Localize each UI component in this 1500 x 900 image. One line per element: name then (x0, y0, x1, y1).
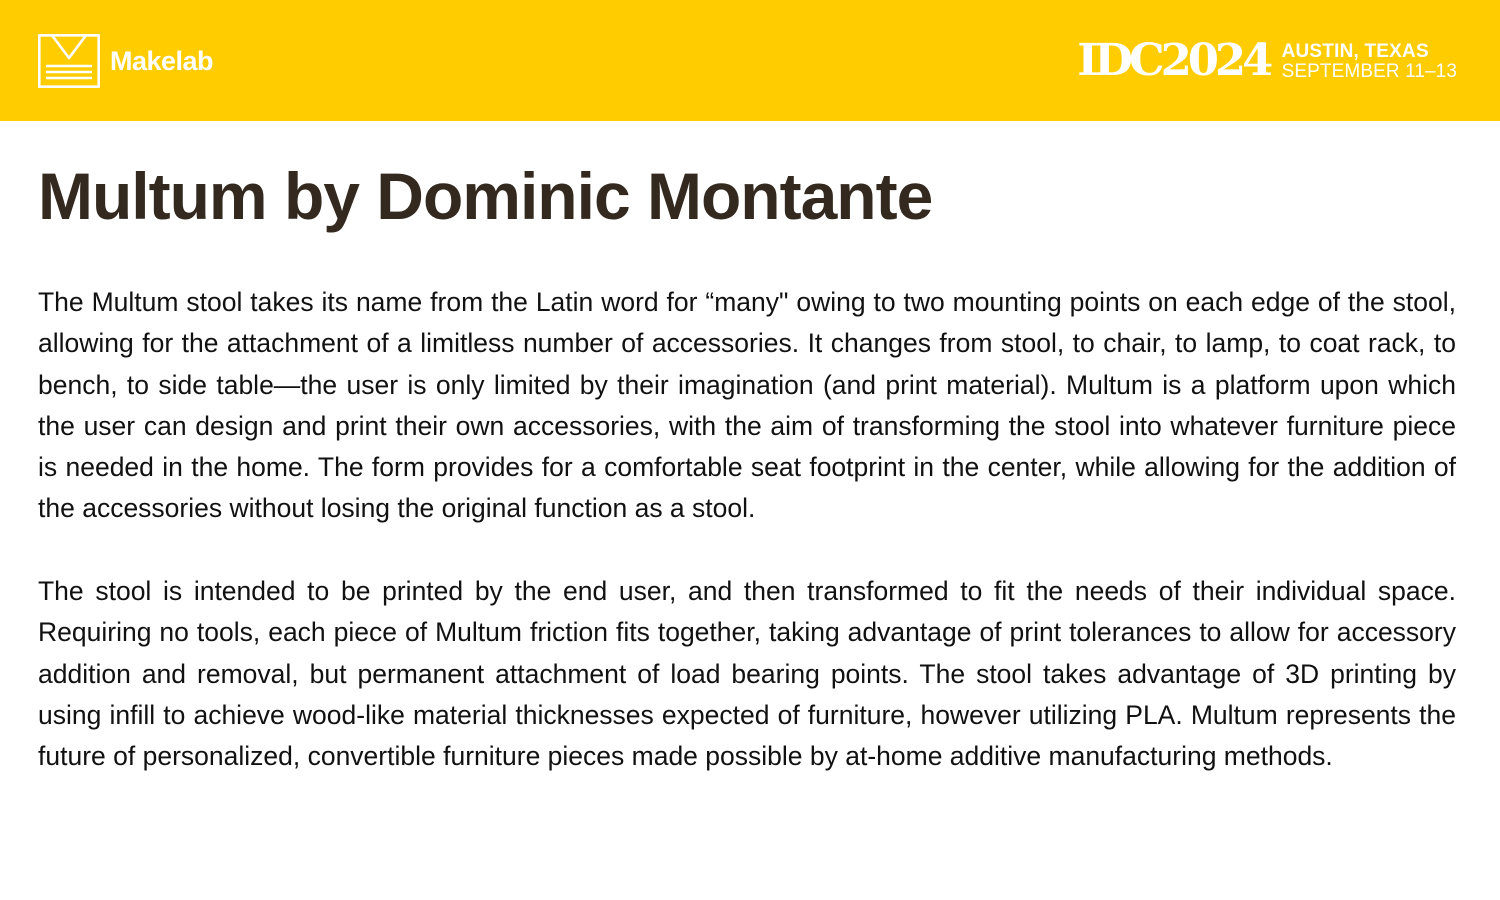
makelab-logo-icon (38, 34, 100, 88)
paragraph: The Multum stool takes its name from the Latin word for “many" owing to two mounting points on each edge of the stool, allowing for the attachment of a limitless number of accessories. It changes from stool, to chair, to lamp, to coat rack, to bench, to side table—the user is only limited by their imagination (and print material). Multum is a platform upon which the user can design and print their own accessories, with the aim of transforming the stool into whatever furniture piece is needed in the home. The form provides for a comfortable seat footprint in the center, while allowing for the addition of the accessories without losing the original function as a stool. (38, 287, 1456, 524)
brand-name: Makelab (110, 45, 214, 76)
page-title: Multum by Dominic Montante (38, 159, 933, 233)
header-bar (0, 0, 1500, 121)
event-info (1282, 42, 1457, 81)
brand (38, 34, 213, 88)
body-text (38, 282, 1456, 778)
paragraph: The stool is intended to be printed by the end user, and then transformed to fit the needs of their individual space. Requiring no tools, each piece of Multum friction fits together, taking advantage of print tolerances to allow for accessory addition and removal, but permanent attachment of load bearing points. The stool takes advantage of 3D printing by using infill to achieve wood-like material thicknesses expected of furniture, however utilizing PLA. Multum represents the future of personalized, convertible furniture pieces made possible by at-home additive manufacturing methods. (38, 576, 1456, 772)
event-logo: IDC2024 (1077, 35, 1270, 86)
event-branding (1077, 35, 1457, 86)
event-city: AUSTIN, TEXAS (1281, 40, 1429, 62)
event-dates: SEPTEMBER 11–13 (1281, 60, 1457, 82)
